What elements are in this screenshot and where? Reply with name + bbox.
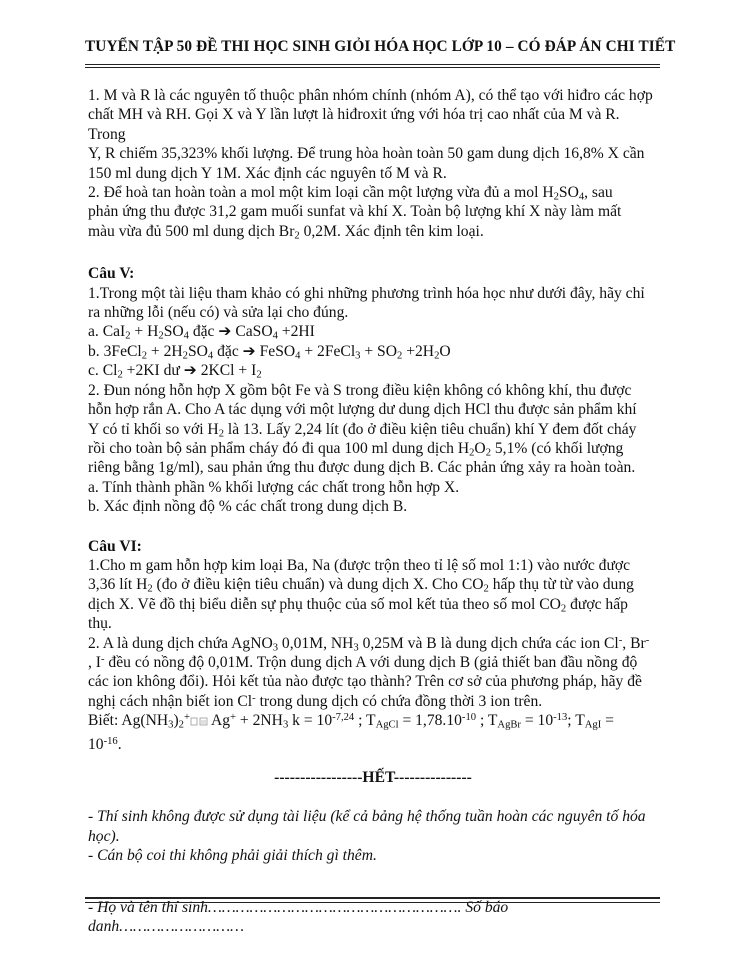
footer-rule-thin: [85, 902, 660, 903]
end-marker: -----------------HẾT---------------: [274, 769, 472, 786]
arrow-icon: ➔: [218, 323, 232, 341]
q4-p1-line4: 150 ml dung dịch Y 1M. Xác định các nguyên tố M và R.: [88, 164, 447, 182]
q5-p2-a: a. Tính thành phần % khối lượng các chất trong hỗn hợp X.: [88, 478, 460, 496]
arrow-icon: ➔: [183, 362, 197, 380]
q6-biet-line: Biết: $Ag(NH_3)_2^+$ $Ag^+ + 2NH_3$ $k = 10^{-7,24}$ ; $T_{AgCl} = 1,78.10^{-10}$ ; $T_{AgBr} = 10^{-13}$; $T_{AgI}$ =: [88, 712, 614, 731]
note-no-materials-1: - Thí sinh không được sử dụng tài liệu (kể cả bảng hệ thống tuần hoàn các nguyên tố hóa: [88, 808, 646, 826]
page-header: TUYỂN TẬP 50 ĐỀ THI HỌC SINH GIỎI HÓA HỌC LỚP 10 – CÓ ĐÁP ÁN CHI TIẾT: [85, 38, 676, 55]
q6-line4: thụ.: [88, 615, 112, 633]
q5-equation-a: a. $CaI_2 + H_2SO_4$ đặc ➔ CaSO$_4$ +2HI: [88, 323, 315, 343]
q6-line2: 3,36 lít $H_2$ (đo ở điều kiện tiêu chuẩn) và dung dịch X. Cho $CO_2$ hấp thụ từ từ vào dung: [88, 576, 634, 595]
q6-line1: 1.Cho m gam hỗn hợp kim loại Ba, Na (được trộn theo tỉ lệ số mol 1:1) vào nước được: [88, 556, 631, 574]
q5-equation-c: c. $Cl_2 +2KI$ dư ➔ $2KCl + I_2$: [88, 362, 262, 381]
q4-p1-line3: Y, R chiếm 35,323% khối lượng. Để trung hòa hoàn toàn 50 gam dung dịch 16,8% X cần: [88, 145, 645, 163]
q4-p2-line3: màu vừa đủ 500 ml dung dịch $Br_2$ 0,2M. Xác định tên kim loại.: [88, 222, 484, 242]
section-title-cau-vi: Câu VI:: [88, 537, 142, 555]
footer-rule: [85, 897, 660, 899]
q5-equation-b: b. 3FeCl$_2$ + $2H_2SO_4$ đặc ➔ FeSO$_4$ + 2FeCl$_3$ + $SO_2 +2H_2O$: [88, 342, 451, 362]
q4-p2-line1: 2. Để hoà tan hoàn toàn a mol một kim loại cần một lượng vừa đủ a mol $H_2SO_4$, sau: [88, 184, 613, 203]
q5-p2-line5: riêng bằng 1g/ml), sau phản ứng thu được dung dịch B. Các phản ứng xảy ra hoàn toàn.: [88, 459, 636, 477]
equilibrium-arrow-icon: [190, 717, 208, 727]
q5-p2-line1: 2. Đun nóng hỗn hợp X gồm bột Fe và S trong điều kiện không có không khí, thu được: [88, 381, 632, 399]
header-rule-thin: [85, 67, 660, 68]
q5-line2: ra những lỗi (nếu có) và sửa lại cho đúng.: [88, 304, 349, 322]
q5-p2-line3: Y có tỉ khối so với $H_2$ là 13. Lấy 2,24 lít (đo ở điều kiện tiêu chuẩn) khí Y đem đốt cháy: [88, 420, 637, 440]
q6-p2-line3: các ion không đổi). Hỏi kết tủa nào được tạo thành? Trên cơ sở của phương pháp, hãy đề: [88, 673, 642, 691]
q5-p2-line2: hỗn hợp rắn A. Cho A tác dụng với một lượng dư dung dịch HCl thu được sản phẩm khí: [88, 401, 637, 419]
exam-content: [88, 86, 658, 936]
q6-p2-line2: , I- đều có nồng độ 0,01M. Trộn dung dịch A với dung dịch B (giả thiết ban đầu nồng độ: [88, 653, 638, 671]
candidate-name-line: - Họ và tên thí sinh………………………………………………. Số báo: [88, 898, 509, 916]
q6-biet-line2: $10^{-16}$.: [88, 735, 122, 753]
q6-p2-line4: nghị cách nhận biết ion Cl- trong dung dịch có chứa đồng thời 3 ion trên.: [88, 692, 543, 710]
q5-line1: 1.Trong một tài liệu tham khảo có ghi những phương trình hóa học như dưới đây, hãy chỉ: [88, 284, 645, 302]
q4-p1-line2: chất MH và RH. Gọi X và Y lần lượt là hiđroxit ứng với hóa trị cao nhất của M và R. Trong: [88, 106, 620, 143]
q6-p2-line1: 2. A là dung dịch chứa AgNO$_3$ 0,01M, $NH_3$ 0,25M và B là dung dịch chứa các ion Cl-, Br-: [88, 634, 650, 654]
header-rule: [85, 64, 660, 65]
arrow-icon: ➔: [242, 342, 256, 360]
q4-p2-line2: phản ứng thu được 31,2 gam muối sunfat và khí X. Toàn bộ lượng khí X này làm mất: [88, 203, 622, 221]
q6-line3: dịch X. Vẽ đồ thị biểu diễn sự phụ thuộc của số mol kết tủa theo số mol $CO_2$ được hấp: [88, 595, 628, 615]
q5-p2-b: b. Xác định nồng độ % các chất trong dung dịch B.: [88, 498, 408, 516]
q5-p2-line4: rồi cho toàn bộ sản phẩm cháy đó đi qua 100 ml dung dịch $H_2O_2$ 5,1% (có khối lượng: [88, 439, 624, 459]
section-title-cau-v: Câu V:: [88, 265, 135, 283]
q4-p1-line1: 1. M và R là các nguyên tố thuộc phân nhóm chính (nhóm A), có thể tạo với hiđro các hợp: [88, 87, 653, 104]
note-no-materials-2: học).: [88, 827, 120, 845]
note-no-explanation: - Cán bộ coi thi không phải giải thích gì thêm.: [88, 847, 377, 865]
candidate-number-line: danh………………………: [88, 918, 244, 936]
